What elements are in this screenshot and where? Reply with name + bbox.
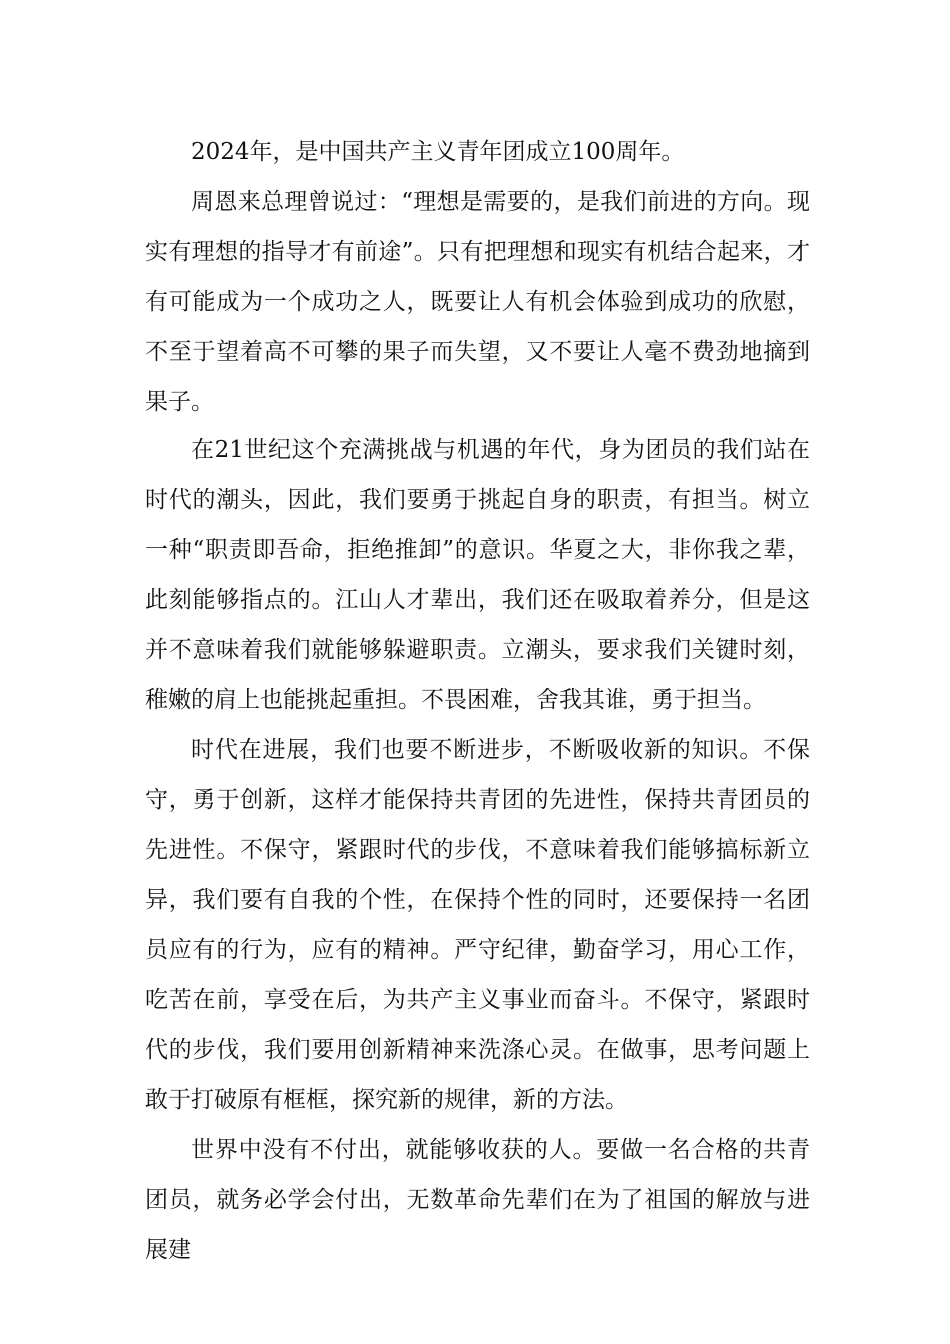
paragraph-anniversary: 2024年，是中国共产主义青年团成立100周年。 <box>191 139 685 165</box>
intro-text-block <box>145 127 810 427</box>
paragraph-zhou-enlai-quote: 周恩来总理曾说过：“理想是需要的，是我们前进的方向。现实有理想的指导才有前途”。只有把理想和现实有机结合起来，才有可能成为一个成功之人，既要让人有机会体验到成功的欣慰，不至于望着高不可攀的果子而失望，又不要让人毫不费劲地摘到果子。 <box>145 189 810 415</box>
paragraph-dedication: 世界中没有不付出，就能够收获的人。要做一名合格的共青团员，就务必学会付出，无数革命先辈们在为了祖国的解放与进展建 <box>145 1137 810 1263</box>
paragraph-innovation: 时代在进展，我们也要不断进步，不断吸收新的知识。不保守，勇于创新，这样才能保持共青团的先进性，保持共青团员的先进性。不保守，紧跟时代的步伐，不意味着我们能够搞标新立异，我们要有自我的个性，在保持个性的同时，还要保持一名团员应有的行为，应有的精神。严守纪律，勤奋学习，用心工作，吃苦在前，享受在后，为共产主义事业而奋斗。不保守，紧跟时代的步伐，我们要用创新精神来洗涤心灵。在做事，思考问题上敢于打破原有框框，探究新的规律，新的方法。 <box>145 737 810 1113</box>
main-text-block <box>145 425 810 1275</box>
paragraph-responsibility: 在21世纪这个充满挑战与机遇的年代，身为团员的我们站在时代的潮头，因此，我们要勇于挑起自身的职责，有担当。树立一种“职责即吾命，拒绝推卸”的意识。华夏之大，非你我之辈，此刻能够指点的。江山人才辈出，我们还在吸取着养分，但是这并不意味着我们就能够躲避职责。立潮头，要求我们关键时刻，稚嫩的肩上也能挑起重担。不畏困难，舍我其谁，勇于担当。 <box>145 437 810 713</box>
